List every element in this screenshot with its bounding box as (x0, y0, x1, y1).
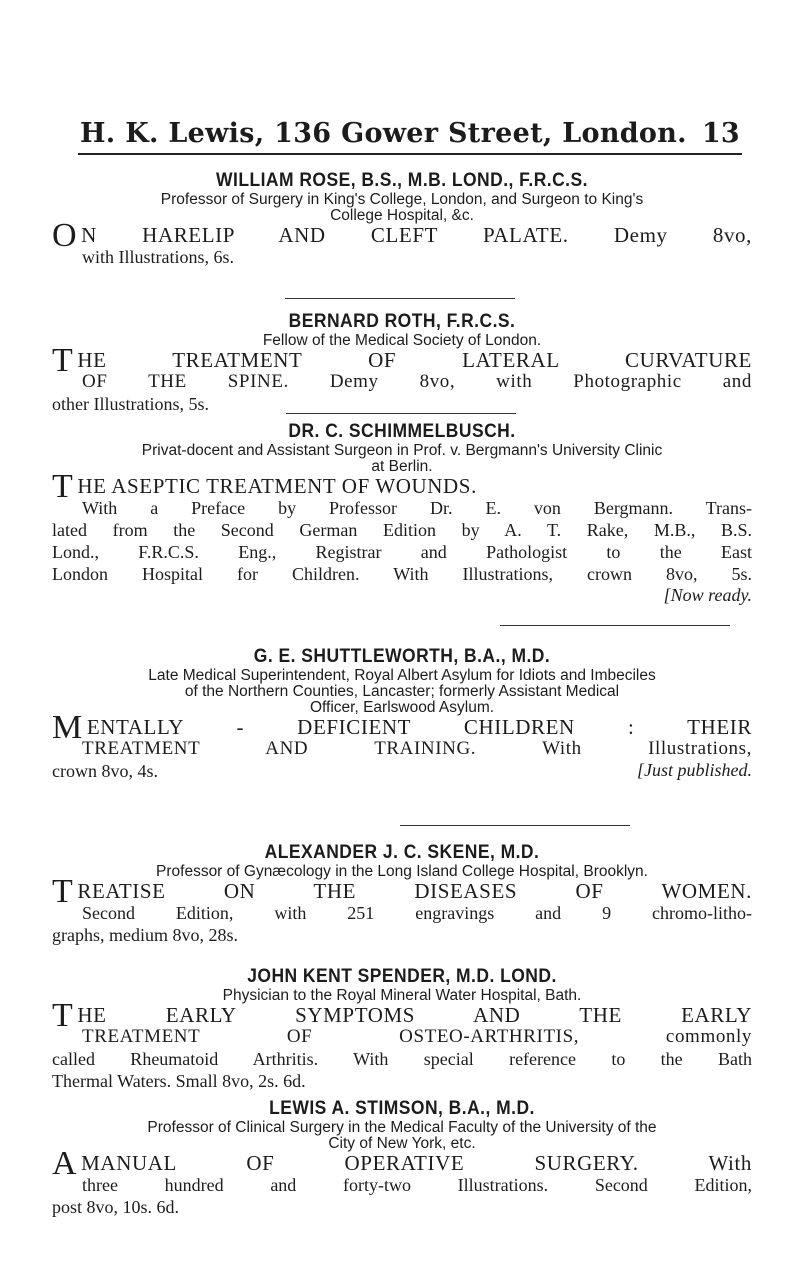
book-details: lated from the Second German Edition by A. T. Rake, M.B., B.S. (52, 520, 752, 540)
author-name: BERNARD ROTH, F.R.C.S. (288, 311, 516, 332)
book-title: HE TREATMENT OF LATERAL CURVATURE (77, 348, 752, 372)
book-details: with Illustrations, 6s. (82, 247, 234, 267)
author-credentials: at Berlin. (371, 458, 433, 475)
author-name: JOHN KENT SPENDER, M.D. LOND. (247, 966, 557, 987)
author-credentials: Professor of Surgery in King's College, London, and Surgeon to King's (160, 191, 644, 208)
book-details: three hundred and forty-two Illustrations. Second Edition, (82, 1175, 752, 1195)
running-head-text: H. K. Lewis, 136 Gower Street, London. (80, 118, 687, 149)
separator-rule (400, 825, 630, 826)
book-details: called Rheumatoid Arthritis. With special reference to the Bath (52, 1049, 752, 1069)
book-title: ENTALLY - DEFICIENT CHILDREN : THEIR (86, 715, 752, 739)
book-entry-roth (52, 311, 752, 415)
book-details: Thermal Waters. Small 8vo, 2s. 6d. (52, 1071, 306, 1091)
author-credentials: Fellow of the Medical Society of London. (262, 332, 542, 349)
header-rule (78, 153, 742, 155)
book-title: MANUAL OF OPERATIVE SURGERY. With (81, 1151, 752, 1175)
book-title: REATISE ON THE DISEASES OF WOMEN. (77, 879, 752, 903)
drop-cap: T (52, 997, 74, 1034)
book-details: With a Preface by Professor Dr. E. von Bergmann. Trans- (82, 498, 752, 518)
author-credentials: Professor of Gynæcology in the Long Island College Hospital, Brooklyn. (156, 863, 648, 880)
book-details: other Illustrations, 5s. (52, 394, 209, 414)
drop-cap: A (52, 1145, 78, 1182)
author-credentials: College Hospital, &c. (330, 207, 474, 224)
running-head (80, 118, 740, 149)
author-name: WILLIAM ROSE, B.S., M.B. LOND., F.R.C.S. (216, 170, 588, 191)
book-details: Lond., F.R.C.S. Eng., Registrar and Pathologist to the East (52, 542, 752, 562)
author-credentials: Professor of Clinical Surgery in the Medical Faculty of the University of the (147, 1119, 657, 1136)
drop-cap: O (52, 217, 78, 254)
book-title: HE ASEPTIC TREATMENT OF WOUNDS. (77, 474, 477, 498)
book-entry-rose (52, 170, 752, 268)
book-details: graphs, medium 8vo, 28s. (52, 925, 238, 945)
book-entry-stimson (52, 1098, 752, 1218)
book-details: post 8vo, 10s. 6d. (52, 1197, 180, 1217)
book-details: crown 8vo, 4s. (52, 761, 158, 781)
author-credentials: City of New York, etc. (328, 1135, 476, 1152)
separator-rule (286, 413, 516, 414)
book-details: London Hospital for Children. With Illustrations, crown 8vo, 5s. (52, 564, 752, 584)
author-credentials: Officer, Earlswood Asylum. (309, 699, 495, 716)
book-title: TREATMENT OF OSTEO-ARTHRITIS, commonly (82, 1026, 752, 1047)
book-title: N HARELIP AND CLEFT PALATE. Demy 8vo, (81, 223, 752, 247)
availability-note: [Now ready. (663, 585, 752, 605)
drop-cap: T (52, 873, 74, 910)
drop-cap: T (52, 342, 74, 379)
availability-note: [Just published. (637, 760, 752, 780)
author-credentials: Physician to the Royal Mineral Water Hospital, Bath. (222, 987, 582, 1004)
book-title: TREATMENT AND TRAINING. With Illustrations, (82, 738, 752, 759)
author-credentials: Late Medical Superintendent, Royal Albert Asylum for Idiots and Imbeciles (148, 667, 656, 684)
book-entry-skene (52, 842, 752, 946)
book-entry-schimmelbusch (52, 421, 752, 606)
book-title: HE EARLY SYMPTOMS AND THE EARLY (77, 1003, 752, 1027)
book-entry-spender (52, 966, 752, 1092)
author-name: LEWIS A. STIMSON, B.A., M.D. (269, 1098, 535, 1119)
drop-cap: M (52, 709, 83, 746)
author-credentials: of the Northern Counties, Lancaster; formerly Assistant Medical (184, 683, 620, 700)
author-name: G. E. SHUTTLEWORTH, B.A., M.D. (253, 646, 551, 667)
drop-cap: T (52, 468, 74, 505)
separator-rule (500, 625, 730, 626)
author-name: DR. C. SCHIMMELBUSCH. (288, 421, 516, 442)
page-number: 13 (701, 118, 740, 149)
separator-rule (285, 298, 515, 299)
book-entry-shuttleworth (52, 646, 752, 782)
book-details: Second Edition, with 251 engravings and 9 chromo-litho- (82, 903, 752, 923)
book-title: OF THE SPINE. Demy 8vo, with Photographic and (82, 371, 752, 392)
author-credentials: Privat-docent and Assistant Surgeon in Prof. v. Bergmann's University Clinic (141, 442, 663, 459)
author-name: ALEXANDER J. C. SKENE, M.D. (264, 842, 540, 863)
